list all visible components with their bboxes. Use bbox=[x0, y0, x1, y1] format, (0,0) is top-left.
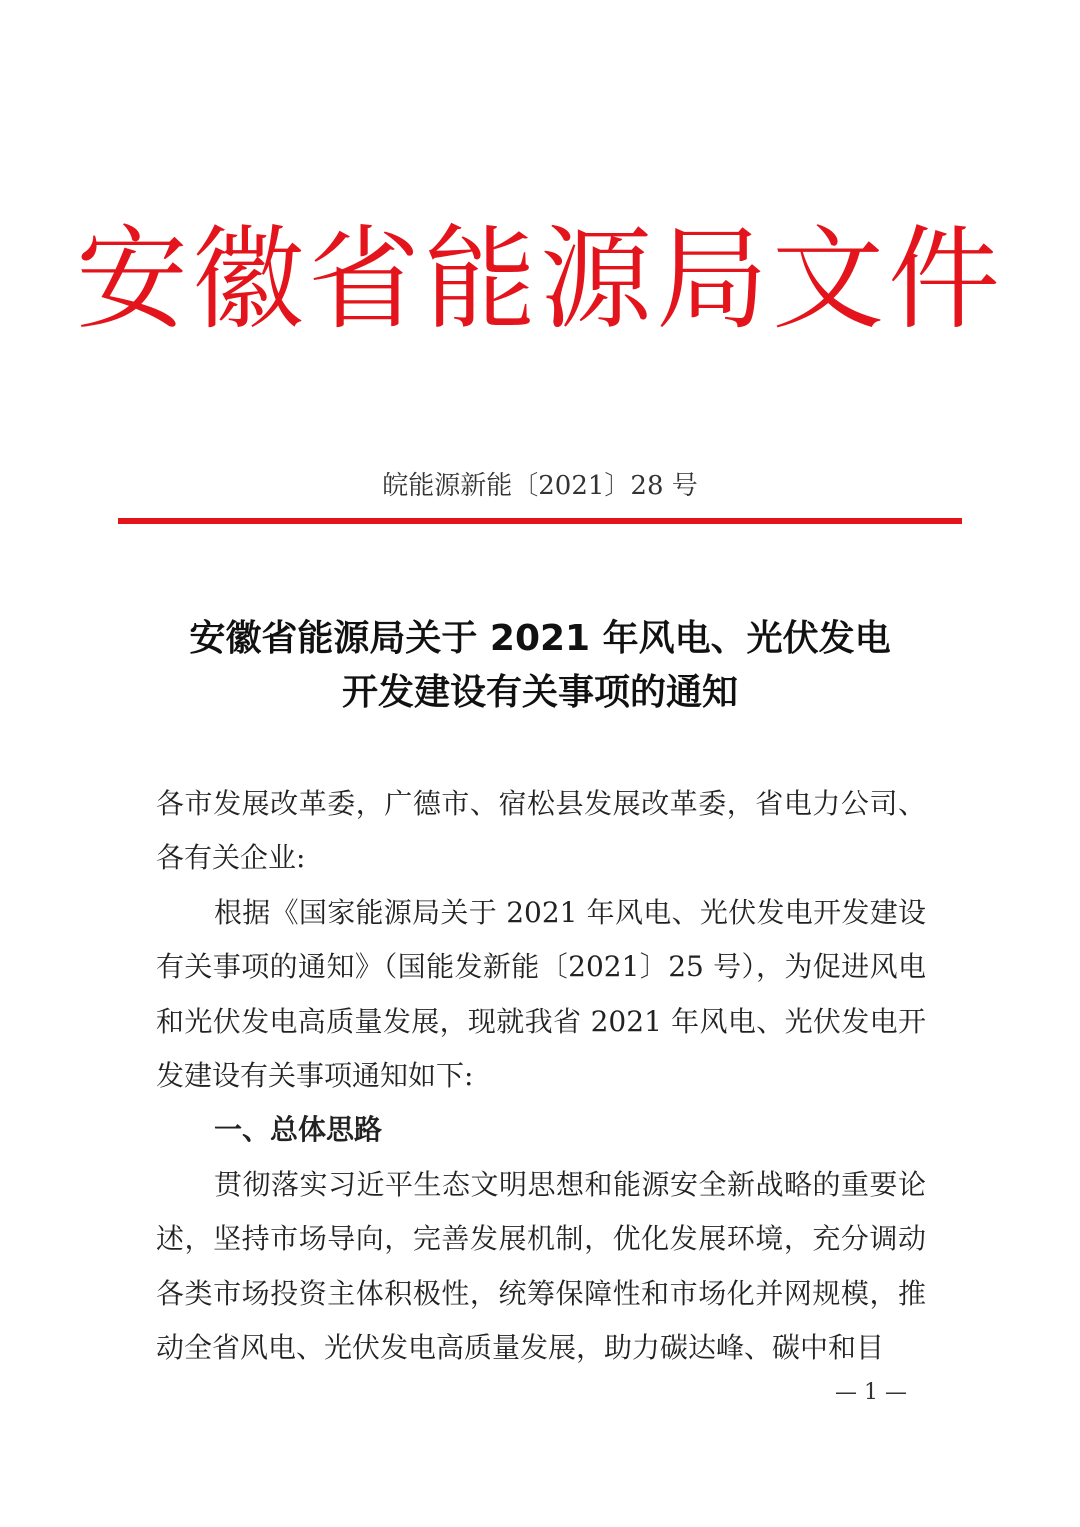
document-body bbox=[156, 777, 926, 1375]
document-title-line-1: 安徽省能源局关于 2021 年风电、光伏发电 bbox=[189, 618, 891, 659]
red-divider-line bbox=[118, 518, 962, 524]
recipients-paragraph: 各市发展改革委，广德市、宿松县发展改革委，省电力公司、各有关企业: bbox=[156, 787, 926, 875]
page-number: — 1 — bbox=[835, 1380, 907, 1405]
document-number: 皖能源新能〔2021〕28 号 bbox=[382, 471, 698, 501]
intro-paragraph: 根据《国家能源局关于 2021 年风电、光伏发电开发建设有关事项的通知》（国能发新能〔2021〕25 号），为促进风电和光伏发电高质量发展，现就我省 2021 年风电、光伏发电开发建设有关事项通知如下: bbox=[156, 895, 926, 1093]
document-title bbox=[0, 612, 1080, 720]
document-title-line-2: 开发建设有关事项的通知 bbox=[341, 672, 738, 713]
document-header-title: 安徽省能源局文件 bbox=[76, 215, 1004, 345]
section-heading-overall-approach: 一、总体思路 bbox=[214, 1113, 383, 1147]
section-1-paragraph: 贯彻落实习近平生态文明思想和能源安全新战略的重要论述，坚持市场导向，完善发展机制，优化发展环境，充分调动各类市场投资主体积极性，统筹保障性和市场化并网规模，推动全省风电、光伏发电高质量发展，助力碳达峰、碳中和目 bbox=[156, 1167, 926, 1365]
